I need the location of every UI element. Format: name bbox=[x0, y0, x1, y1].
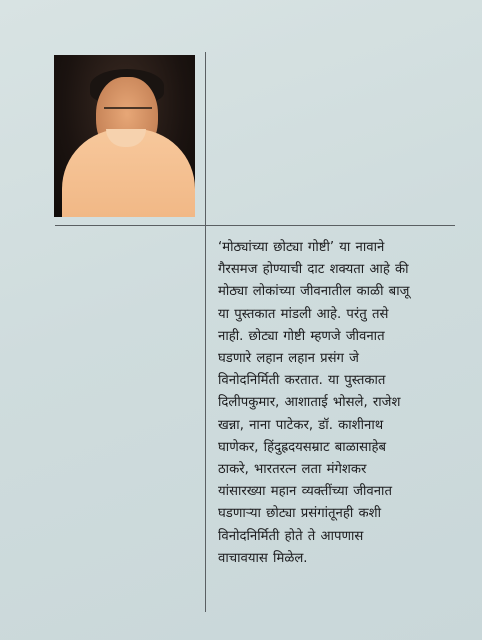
description-line: विनोदनिर्मिती होते ते आपणास bbox=[218, 528, 364, 544]
horizontal-divider bbox=[55, 225, 455, 226]
description-line: घाणेकर, हिंदुह्रदयसम्राट बाळासाहेब bbox=[218, 439, 387, 455]
author-photo bbox=[54, 55, 195, 217]
description-line: मोठ्या लोकांच्या जीवनातील काळी बाजू bbox=[218, 284, 410, 300]
description-line: घडणाऱ्या छोट्या प्रसंगांतूनही कशी bbox=[218, 506, 381, 522]
description-line: दिलीपकुमार, आशाताई भोसले, राजेश bbox=[218, 395, 401, 411]
description-line: या पुस्तकात मांडली आहे. परंतु तसे bbox=[218, 306, 389, 322]
description-line: वाचावयास मिळेल. bbox=[218, 550, 308, 566]
description-line: घडणारे लहान लहान प्रसंग जे bbox=[218, 351, 359, 367]
book-description bbox=[218, 237, 458, 570]
description-line: ठाकरे, भारतरत्न लता मंगेशकर bbox=[218, 462, 367, 478]
description-line: यांसारख्या महान व्यक्तींच्या जीवनात bbox=[218, 484, 392, 500]
description-line: विनोदनिर्मिती करतात. या पुस्तकात bbox=[218, 373, 386, 389]
description-line: ‘मोठ्यांच्या छोट्या गोष्टी’ या नावाने bbox=[218, 240, 385, 255]
description-line: खन्ना, नाना पाटेकर, डॉ. काशीनाथ bbox=[218, 417, 384, 433]
author-photo-glasses bbox=[104, 107, 152, 119]
vertical-divider bbox=[205, 52, 206, 612]
description-line: नाही. छोट्या गोष्टी म्हणजे जीवनात bbox=[218, 328, 385, 344]
description-line: गैरसमज होण्याची दाट शक्यता आहे की bbox=[218, 262, 409, 278]
